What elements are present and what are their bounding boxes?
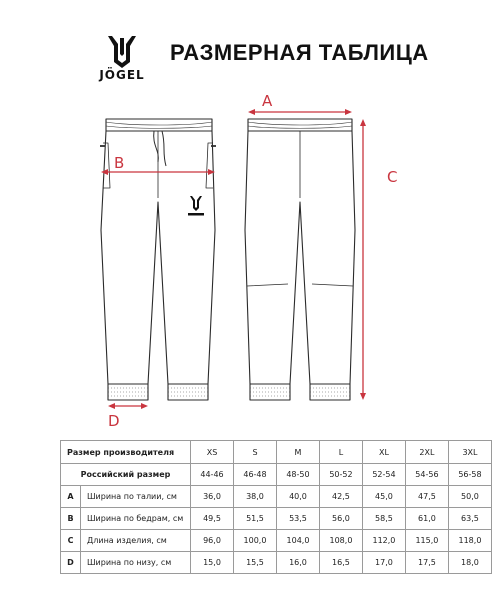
- table-cell: 50-52: [319, 464, 362, 486]
- table-cell: 51,5: [234, 508, 277, 530]
- size-header-cell: XS: [191, 441, 234, 464]
- front-right-pocket: [206, 143, 213, 188]
- row-key: D: [61, 552, 81, 574]
- table-cell: 53,5: [276, 508, 319, 530]
- manufacturer-size-label: Размер производителя: [61, 441, 191, 464]
- table-row: [61, 530, 492, 552]
- table-cell: 56,0: [319, 508, 362, 530]
- table-cell: 118,0: [448, 530, 491, 552]
- table-cell: 40,0: [276, 486, 319, 508]
- table-cell: 48-50: [276, 464, 319, 486]
- front-chest-logo-icon: [188, 196, 204, 216]
- size-header-cell: 2XL: [405, 441, 448, 464]
- jogel-logo-icon: [92, 32, 152, 72]
- table-cell: 63,5: [448, 508, 491, 530]
- dimension-label-c: C: [387, 168, 398, 186]
- table-cell: 96,0: [191, 530, 234, 552]
- row-key: A: [61, 486, 81, 508]
- table-cell: 49,5: [191, 508, 234, 530]
- size-header-cell: L: [319, 441, 362, 464]
- table-cell: 18,0: [448, 552, 491, 574]
- table-cell: 52-54: [362, 464, 405, 486]
- pants-technical-drawing: [0, 88, 499, 428]
- pants-outline-svg: [0, 88, 499, 428]
- table-cell: 44-46: [191, 464, 234, 486]
- table-cell: 15,5: [234, 552, 277, 574]
- table-cell: 47,5: [405, 486, 448, 508]
- size-table-container: [60, 440, 492, 574]
- table-row: [61, 486, 492, 508]
- table-cell: 16,0: [276, 552, 319, 574]
- table-header-row: [61, 441, 492, 464]
- row-label: Ширина по низу, см: [81, 552, 191, 574]
- table-cell: 36,0: [191, 486, 234, 508]
- table-row: [61, 552, 492, 574]
- page-title: РАЗМЕРНАЯ ТАБЛИЦА: [170, 40, 429, 65]
- row-key: B: [61, 508, 81, 530]
- row-key: C: [61, 530, 81, 552]
- russian-size-label: Российский размер: [61, 464, 191, 486]
- table-cell: 104,0: [276, 530, 319, 552]
- size-table: [60, 440, 492, 574]
- dimension-label-a: A: [262, 92, 273, 110]
- dimension-label-d: D: [108, 412, 120, 430]
- table-cell: 112,0: [362, 530, 405, 552]
- size-header-cell: XL: [362, 441, 405, 464]
- table-cell: 50,0: [448, 486, 491, 508]
- table-cell: 115,0: [405, 530, 448, 552]
- table-row: [61, 464, 492, 486]
- brand-logo-text: JÖGEL: [99, 68, 145, 82]
- drawcord-right: [162, 131, 166, 166]
- row-label: Длина изделия, см: [81, 530, 191, 552]
- size-header-cell: S: [234, 441, 277, 464]
- back-knee-seam: [247, 284, 353, 286]
- table-cell: 38,0: [234, 486, 277, 508]
- row-label: Ширина по бедрам, см: [81, 508, 191, 530]
- table-cell: 17,5: [405, 552, 448, 574]
- table-cell: 56-58: [448, 464, 491, 486]
- table-cell: 17,0: [362, 552, 405, 574]
- size-header-cell: 3XL: [448, 441, 491, 464]
- table-cell: 16,5: [319, 552, 362, 574]
- table-cell: 108,0: [319, 530, 362, 552]
- table-cell: 58,5: [362, 508, 405, 530]
- table-cell: 42,5: [319, 486, 362, 508]
- table-cell: 54-56: [405, 464, 448, 486]
- table-cell: 61,0: [405, 508, 448, 530]
- table-cell: 15,0: [191, 552, 234, 574]
- dimension-label-b: B: [114, 154, 125, 172]
- table-row: [61, 508, 492, 530]
- table-cell: 46-48: [234, 464, 277, 486]
- table-cell: 100,0: [234, 530, 277, 552]
- row-label: Ширина по талии, см: [81, 486, 191, 508]
- table-cell: 45,0: [362, 486, 405, 508]
- size-header-cell: M: [276, 441, 319, 464]
